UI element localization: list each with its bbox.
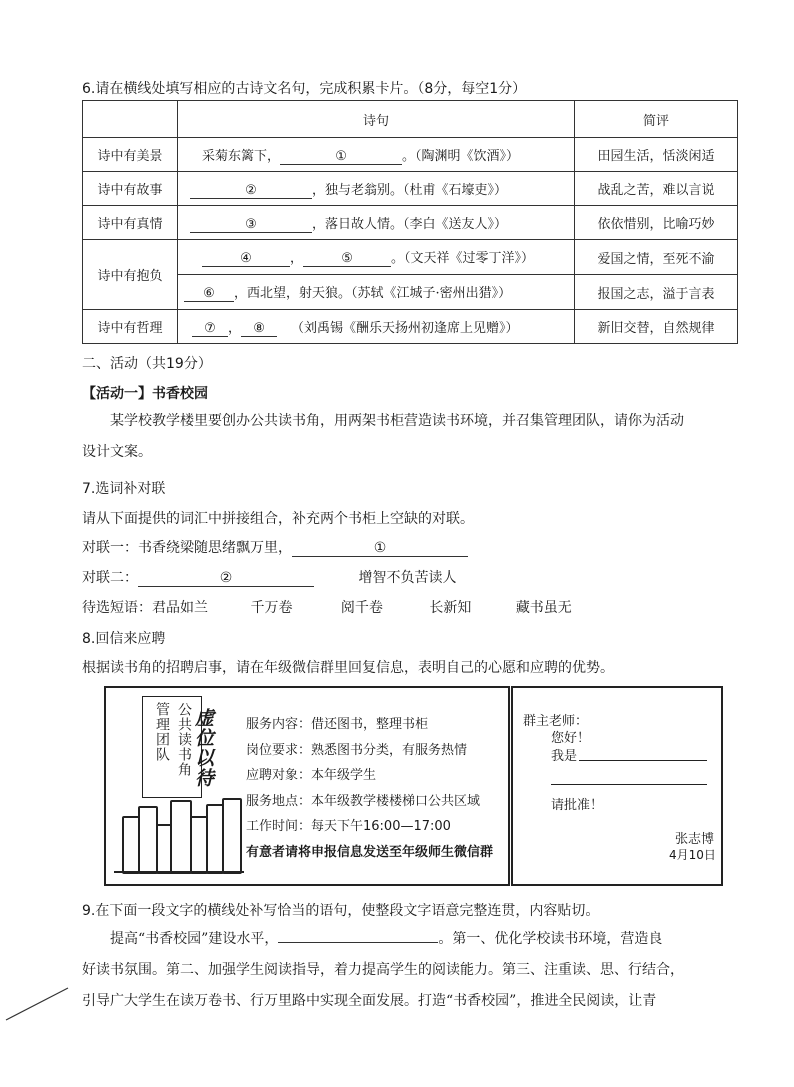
answer-blank-6[interactable]: ⑥ <box>184 286 234 302</box>
answer-blank-7[interactable]: ⑦ <box>192 321 228 337</box>
intro-line-2: 设计文案。 <box>82 444 152 460</box>
poem-sep: ， <box>290 251 304 266</box>
row-comment: 报国之志，溢于言表 <box>575 275 738 310</box>
couplet-2-label: 对联二： <box>82 570 138 586</box>
reply-name: 张志博 <box>675 832 715 847</box>
q9-line-1-post: 。第一、优化学校读书环境，营造良 <box>438 931 663 947</box>
q9-line-3: 引导广大学生在读万卷书、行万里路中实现全面发展。打造“书香校园”，推进全民阅读，让青 <box>82 993 657 1009</box>
couplet-2 <box>82 567 456 587</box>
reply-line-1[interactable] <box>579 760 707 761</box>
poster-line: 工作时间：每天下午16:00—17:00 <box>246 819 451 834</box>
activity-title: 【活动一】书香校园 <box>82 386 208 402</box>
reply-greeting: 群主老师： <box>523 714 589 729</box>
table-row <box>83 206 738 240</box>
row-category: 诗中有故事 <box>83 172 178 206</box>
row-comment: 新旧交替，自然规律 <box>575 310 738 344</box>
option-item: 阅千卷 <box>340 600 383 616</box>
option-item: 藏书虽无 <box>515 600 572 616</box>
table-row <box>83 172 738 206</box>
header-empty <box>83 101 178 138</box>
row-category: 诗中有美景 <box>83 138 178 172</box>
row-poem <box>178 172 575 206</box>
table-row <box>83 310 738 344</box>
answer-blank-2[interactable]: ② <box>190 183 312 199</box>
answer-blank-1[interactable]: ① <box>280 149 402 165</box>
couplet-2-tail: 增智不负苦读人 <box>358 570 457 586</box>
row-poem <box>178 206 575 240</box>
row-poem <box>178 138 575 172</box>
reply-iam: 我是 <box>551 749 578 764</box>
poem-post: ，落日故人情。（李白《送友人》） <box>312 216 508 232</box>
q6-title: 6.请在横线处填写相应的古诗文名句，完成积累卡片。（8分，每空1分） <box>82 81 527 97</box>
poster-line: 应聘对象：本年级学生 <box>246 768 377 783</box>
couplet-1-label: 对联一：书香绕梁随思绪飘万里， <box>82 540 292 556</box>
phrase-options <box>82 597 572 617</box>
poem-post: 。（陶渊明《饮酒》） <box>402 148 520 164</box>
row-category: 诗中有抱负 <box>83 240 178 310</box>
poem-post: ，西北望，射天狼。（苏轼《江城子·密州出猎》） <box>234 286 512 301</box>
couplet-blank-2[interactable]: ② <box>138 570 314 587</box>
poem-post: （刘禹锡《酬乐天扬州初逢席上见赠》） <box>291 320 519 336</box>
header-poem: 诗句 <box>178 101 575 138</box>
couplet-1 <box>82 537 468 557</box>
poem-post: ，独与老翁别。（杜甫《石壕吏》） <box>312 182 508 198</box>
table-row <box>83 138 738 172</box>
q9-line-2: 好读书氛围。第二、加强学生阅读指导，着力提高学生的阅读能力。第三、注重读、思、行结合， <box>82 962 684 978</box>
poem-pre: 采菊东篱下， <box>202 148 281 164</box>
section-title: 二、活动（共19分） <box>82 356 212 372</box>
poster-line: 岗位要求：熟悉图书分类，有服务热情 <box>246 742 468 758</box>
reply-line-2[interactable] <box>551 784 707 785</box>
answer-blank-3[interactable]: ③ <box>190 217 312 233</box>
couplet-blank-1[interactable]: ① <box>292 540 468 557</box>
reply-card <box>511 686 723 886</box>
reply-date: 4月10日 <box>669 848 716 862</box>
table-header-row <box>83 101 738 138</box>
option-item: 长新知 <box>429 600 472 616</box>
table-row <box>83 240 738 275</box>
q7-title: 7.选词补对联 <box>82 481 166 497</box>
header-comment: 简评 <box>575 101 738 138</box>
row-poem <box>178 240 575 275</box>
row-comment: 战乱之苦，难以言说 <box>575 172 738 206</box>
answer-blank-5[interactable]: ⑤ <box>303 251 391 267</box>
poster-line: 服务地点：本年级教学楼楼梯口公共区域 <box>246 793 481 809</box>
q9-paragraph <box>82 924 742 1017</box>
recruit-poster <box>104 686 510 886</box>
q8-instruction: 根据读书角的招聘启事，请在年级微信群里回复信息，表明自己的心愿和应聘的优势。 <box>82 660 614 676</box>
row-comment: 依依惜别，比喻巧妙 <box>575 206 738 240</box>
intro-line-1: 某学校教学楼里要创办公共读书角，用两架书柜营造读书环境，并召集管理团队，请你为活动 <box>110 413 684 429</box>
poster-vertical-3: 虚位以待 <box>192 708 214 788</box>
option-item: 千万卷 <box>250 600 293 616</box>
q7-instruction: 请从下面提供的词汇中拼接组合，补充两个书柜上空缺的对联。 <box>82 511 474 527</box>
poster-vertical-2: 管理团队 <box>154 702 170 762</box>
q9-title: 9.在下面一段文字的横线处补写恰当的语句，使整段文字语意完整连贯，内容贴切。 <box>82 903 600 919</box>
row-comment: 田园生活，恬淡闲适 <box>575 138 738 172</box>
table-row <box>83 275 738 310</box>
poem-post: 。（文天祥《过零丁洋》） <box>391 251 535 266</box>
poster-details <box>246 712 493 865</box>
activity-intro <box>82 406 742 468</box>
reply-hello: 您好！ <box>551 731 591 746</box>
reply-approve: 请批准！ <box>551 798 604 813</box>
poster-line: 有意者请将申报信息发送至年级师生微信群 <box>246 844 494 860</box>
poster-line: 服务内容：借还图书，整理书柜 <box>246 717 429 732</box>
options-label: 待选短语：君品如兰 <box>82 600 208 616</box>
pen-stroke-mark <box>4 984 74 1024</box>
poem-table <box>82 100 738 344</box>
q9-line-1 <box>82 924 742 955</box>
q9-line-1-pre: 提高“书香校园”建设水平， <box>110 931 279 947</box>
row-category: 诗中有哲理 <box>83 310 178 344</box>
poem-sep: ， <box>228 320 242 336</box>
poster-vertical-1: 公共读书角 <box>176 702 192 777</box>
row-comment: 爱国之情，至死不渝 <box>575 240 738 275</box>
q9-answer-blank[interactable] <box>278 942 438 943</box>
row-category: 诗中有真情 <box>83 206 178 240</box>
answer-blank-8[interactable]: ⑧ <box>241 321 277 337</box>
answer-blank-4[interactable]: ④ <box>202 251 290 267</box>
row-poem <box>178 275 575 310</box>
row-poem <box>178 310 575 344</box>
q8-title: 8.回信来应聘 <box>82 631 166 647</box>
